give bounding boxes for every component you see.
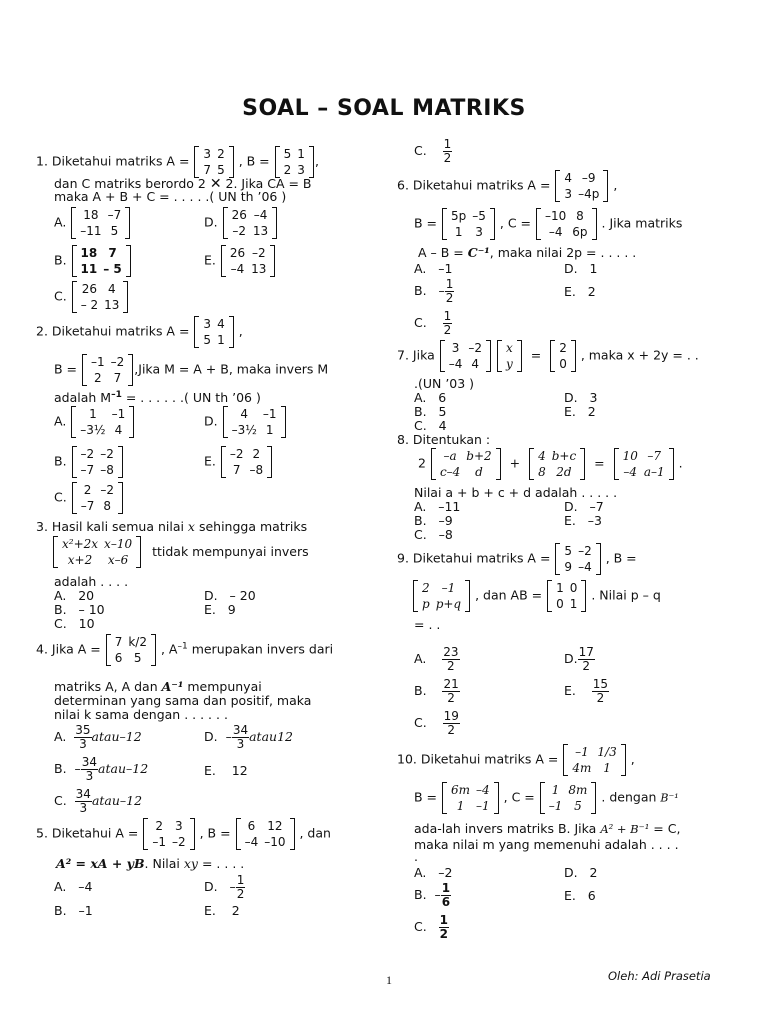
matrix-cell: 4	[107, 282, 116, 296]
matrix-cell: –4	[578, 560, 592, 574]
question-1: 1. Diketahui matriks A = 3 2 7 5 , B = 5 1 2 3 ,	[36, 147, 319, 177]
matrix-cell: 2	[252, 447, 261, 461]
question-4-line2: matriks A, A dan A⁻¹ mempunyai	[54, 679, 262, 694]
matrix-cell: 5	[564, 544, 573, 558]
matrix-cell: 26	[229, 246, 246, 260]
matrix-cell: 1	[603, 761, 611, 775]
option[interactable]: B. –9	[414, 513, 453, 528]
matrix-cell: 6m	[451, 783, 471, 797]
option[interactable]: A. 20	[54, 588, 95, 603]
matrix-a	[143, 818, 194, 850]
matrix-cell: –8	[100, 463, 114, 477]
option[interactable]: E. –2 2 7 –8	[204, 446, 273, 478]
option[interactable]: B. –2 –2 –7 –8	[54, 446, 124, 478]
option[interactable]: C. 26 4 – 2 13	[54, 281, 129, 313]
matrix-cell: 3	[475, 225, 483, 239]
question-7: 7. Jika 3 –2 –4 4 x y = 2 0 , maka x + 2y = . .	[397, 341, 699, 371]
matrix-cell: a–1	[643, 465, 665, 479]
option[interactable]: D. – $\frac{1}{2}$	[204, 873, 245, 901]
matrix-cell: 13	[104, 298, 120, 312]
author-credit: Oleh: Adi Prasetia	[608, 969, 711, 983]
matrix-cell: 5	[133, 651, 142, 665]
matrix-cell: 2	[155, 819, 163, 833]
matrix-a	[106, 634, 156, 666]
matrix-cell: –4	[253, 208, 268, 222]
matrix-cell: –2	[251, 246, 266, 260]
matrix-cell: 6	[114, 651, 123, 665]
question-7-line2: .(UN ’03 )	[414, 376, 475, 391]
matrix-cell: –4	[476, 783, 490, 797]
matrix-cell: 6p	[572, 225, 588, 239]
matrix-cell: 12	[267, 819, 283, 833]
times-symbol: ✕	[209, 176, 222, 192]
matrix-cell: –2	[100, 483, 114, 497]
matrix-cell: 3	[174, 819, 183, 833]
matrix-b	[82, 354, 133, 386]
matrix-cell: –4	[230, 262, 245, 276]
matrix-cell: 4	[240, 407, 249, 421]
matrix-result	[550, 340, 576, 372]
question-6-line3: A – B = C⁻¹, maka nilai 2p = . . . . .	[418, 245, 637, 260]
matrix-cell: – 5	[103, 262, 122, 276]
option[interactable]: B. – $\frac{34}{3}$ atau–12	[54, 755, 149, 783]
matrix-cell: – 2	[80, 298, 99, 312]
option[interactable]: D. – 20	[204, 588, 256, 603]
matrix-cell: k/2	[128, 635, 147, 649]
option[interactable]: C. $\frac{1}{2}$	[414, 913, 448, 941]
matrix-cell: 3	[203, 147, 212, 161]
matrix-cell: –1	[111, 407, 126, 421]
matrix-cell: 26	[231, 208, 247, 222]
question-10-line4: maka nilai m yang memenuhi adalah . . . .	[414, 837, 679, 852]
matrix-a	[563, 744, 625, 776]
matrix-cell: 18	[80, 246, 98, 260]
matrix-b	[442, 782, 499, 814]
matrix-cell: 4	[538, 449, 546, 463]
matrix-b	[442, 208, 495, 240]
option[interactable]: E. 9	[204, 602, 236, 617]
matrix-cell: 5	[574, 799, 582, 813]
option[interactable]: C. $\frac{19}{2}$	[414, 709, 459, 737]
page-title: SOAL – SOAL MATRIKS	[242, 96, 526, 121]
option[interactable]: A. $\frac{23}{2}$	[414, 645, 459, 673]
matrix-cell: –2	[100, 447, 114, 461]
matrix-cell: –10	[264, 835, 286, 849]
option[interactable]: C. 4	[414, 418, 447, 433]
question-10-line3: ada-lah invers matriks B. Jika A² + B⁻¹ = C,	[414, 821, 681, 836]
matrix-cell: 7	[113, 371, 122, 385]
option[interactable]: E. 2	[204, 903, 240, 918]
matrix-cell: 2	[217, 147, 225, 161]
question-9-line3: = . .	[414, 617, 441, 632]
option[interactable]: A. 6	[414, 390, 447, 405]
matrix-cell: 1	[89, 407, 97, 421]
question-10-line2: B = 6m –4 1 –1 , C = 1 8m –1 5 . dengan B⁻¹	[414, 783, 679, 813]
option[interactable]: B. –1	[54, 903, 93, 918]
question-1-line3: maka A + B + C = . . . . .( UN th ’06 )	[54, 189, 287, 204]
matrix-cell: 18	[83, 208, 99, 222]
matrix-cell: 5	[110, 224, 119, 238]
question-4-line4: nilai k sama dengan . . . . . .	[54, 707, 228, 722]
question-9: 9. Diketahui matriks A = 5 –2 9 –4 , B =	[397, 544, 637, 574]
matrix-a	[194, 146, 233, 178]
matrix-cell: 5	[203, 333, 212, 347]
option[interactable]: D. 2	[564, 865, 598, 880]
option[interactable]: B. – $\frac{1}{6}$	[414, 881, 451, 909]
matrix-cell: 2	[283, 163, 292, 177]
matrix-a	[555, 170, 608, 202]
matrix-cell: –9	[581, 171, 596, 185]
option[interactable]: D. $\frac{17}{2}$	[564, 645, 594, 673]
matrix-cell: 5p	[451, 209, 467, 223]
matrix-cell: 8	[103, 499, 111, 513]
option[interactable]: A. 18 –7 –11 5	[54, 207, 131, 239]
matrix-cell: –1	[441, 581, 456, 595]
matrix-cell: 8	[576, 209, 584, 223]
matrix-cell: x²+2x	[62, 537, 99, 551]
matrix-c	[536, 208, 597, 240]
matrix-cell: –3½	[80, 423, 106, 437]
matrix-c	[540, 782, 597, 814]
question-9-line2: 2 –1 p p+q , dan AB = 1 0 0 1 . Nilai p – q	[412, 580, 661, 612]
matrix-xy	[497, 340, 522, 372]
matrix-cell: –4	[448, 357, 463, 371]
option[interactable]: D. 3	[564, 390, 598, 405]
option[interactable]: C. $\frac{1}{2}$	[414, 137, 452, 165]
matrix-cell: 3	[297, 163, 305, 177]
option[interactable]: D. –7	[564, 499, 604, 514]
matrix-cell: 1	[297, 147, 305, 161]
matrix-cell: –11	[80, 224, 102, 238]
matrix-cell: –7	[647, 449, 662, 463]
matrix-cell: 1	[454, 225, 463, 239]
option[interactable]: A. 1 –1 –3½ 4	[54, 406, 135, 438]
matrix-cell: 9	[564, 560, 573, 574]
matrix-ab	[547, 580, 586, 612]
matrix-cell: 5	[283, 147, 292, 161]
matrix-cell: 8	[538, 465, 546, 479]
option[interactable]: E. $\frac{15}{2}$	[564, 677, 609, 705]
matrix-cell: 1/3	[597, 745, 617, 759]
question-3-line3: adalah . . . .	[54, 574, 129, 589]
option[interactable]: C. –8	[414, 527, 453, 542]
option[interactable]: B. $\frac{21}{2}$	[414, 677, 459, 705]
matrix-a	[440, 340, 491, 372]
matrix-cell: 10	[622, 449, 638, 463]
option[interactable]: E. 12	[204, 763, 248, 778]
question-10: 10. Diketahui matriks A = –1 1/3 4m 1 ,	[397, 745, 635, 775]
matrix-cell: 1	[551, 783, 560, 797]
option[interactable]: B. 5	[414, 404, 447, 419]
option[interactable]: E. 26 –2 –4 13	[204, 245, 276, 277]
question-2: 2. Diketahui matriks A = 3 4 5 1 ,	[36, 317, 243, 347]
matrix-cell: 7	[232, 463, 241, 477]
question-6-line2: B = 5p –5 1 3 , C = –10 8 –4 6p . Jika matriks	[414, 209, 683, 239]
question-8: 8. Ditentukan :	[397, 432, 491, 447]
option[interactable]: A. –2	[414, 865, 453, 880]
matrix-cell: 7	[203, 163, 212, 177]
matrix-cell: x–6	[107, 553, 129, 567]
matrix-cell: –2	[171, 835, 186, 849]
matrix-cell: 1	[556, 581, 564, 595]
question-4: 4. Jika A = 7 k/2 6 5 , $A^{-1}$ merupakan invers dari	[36, 635, 334, 665]
matrix-cell: 4	[217, 317, 225, 331]
matrix-cell: 2d	[556, 465, 572, 479]
matrix-a	[555, 543, 600, 575]
matrix-b	[275, 146, 314, 178]
page-number: 1	[386, 973, 392, 987]
option[interactable]: A. –11	[414, 499, 461, 514]
question-6: 6. Diketahui matriks A = 4 –9 3 –4p ,	[397, 171, 618, 201]
option[interactable]: A. –4	[54, 879, 93, 894]
option[interactable]: D. 4 –1 –3½ 1	[204, 406, 287, 438]
question-5: 5. Diketahui A = 2 3 –1 –2 , B = 6 12 –4 –10 , dan	[36, 819, 331, 849]
option[interactable]: D. 26 –4 –2 13	[204, 207, 278, 239]
matrix-cell: 4m	[572, 761, 592, 775]
matrix-cell: 1	[569, 597, 578, 611]
matrix-cell: 13	[251, 262, 267, 276]
matrix-cell: –1	[91, 355, 105, 369]
matrix-cell: –1	[476, 799, 490, 813]
matrix-a	[194, 316, 233, 348]
matrix-cell: 1	[456, 799, 465, 813]
option[interactable]: B. – 10	[54, 602, 105, 617]
matrix-cell: –2	[229, 447, 244, 461]
matrix-cell: p	[422, 597, 430, 611]
option[interactable]: E. 2	[564, 404, 596, 419]
matrix-cell: x+2	[67, 553, 93, 567]
matrix-cell: –5	[472, 209, 486, 223]
matrix-cell: 0	[569, 581, 578, 595]
question-8-equation: 2 –a b+2 c–4 d + 4 b+c 8 2d = 10 –7 –4 a–1 .	[418, 449, 683, 479]
matrix-cell: –1	[548, 799, 563, 813]
matrix-cell: 11	[80, 262, 98, 276]
matrix-cell: b+c	[551, 449, 577, 463]
question-4-line3: determinan yang sama dan positif, maka	[54, 693, 312, 708]
option[interactable]: E. 6	[564, 888, 596, 903]
matrix-cell: 7	[114, 635, 123, 649]
question-10-line5: .	[414, 849, 418, 864]
question-3: 3. Hasil kali semua nilai x sehingga matriks	[36, 519, 308, 534]
option[interactable]: E. –3	[564, 513, 602, 528]
matrix-cell: 13	[252, 224, 269, 238]
option[interactable]: A. –1	[414, 261, 453, 276]
matrix-cell: 2	[559, 341, 567, 355]
question-5-line2: A² = xA + yB. Nilai xy = . . . .	[56, 856, 245, 871]
matrix-cell: –7	[107, 208, 122, 222]
matrix-cell: 0	[556, 597, 564, 611]
matrix-cell: –4	[623, 465, 638, 479]
matrix-cell: 3	[451, 341, 460, 355]
option[interactable]: D. – $\frac{34}{3}$ atau12	[204, 723, 293, 751]
matrix-cell: p+q	[435, 597, 462, 611]
matrix-b	[413, 580, 470, 612]
option[interactable]: A. $\frac{35}{3}$ atau–12	[54, 723, 142, 751]
matrix-cell: –a	[443, 449, 457, 463]
matrix-cell: x	[506, 341, 513, 355]
option[interactable]: C. $\frac{34}{3}$ atau–12	[54, 787, 143, 815]
matrix-cell: 3	[564, 187, 573, 201]
matrix-cell: –1	[152, 835, 166, 849]
matrix-cell: –7	[80, 463, 95, 477]
matrix-cell: –3½	[231, 423, 257, 437]
matrix-cell: –2	[80, 447, 95, 461]
matrix-cell: –2	[468, 341, 483, 355]
matrix-cell: 2	[422, 581, 430, 595]
matrix-cell: b+2	[466, 449, 492, 463]
question-1-line2: dan C matriks berordo 2 ✕ 2. Jika CA = B	[54, 176, 312, 192]
option[interactable]: C. 2 –2 –7 8	[54, 482, 124, 514]
matrix-cell: 4	[471, 357, 480, 371]
matrix-b	[236, 818, 295, 850]
matrix-cell: 4	[564, 171, 573, 185]
matrix-cell: –10	[545, 209, 567, 223]
matrix-cell: 26	[81, 282, 98, 296]
matrix-cell: 1	[217, 333, 225, 347]
matrix-cell: c–4	[439, 465, 461, 479]
matrix-cell: –4p	[578, 187, 600, 201]
matrix-cell: –4	[244, 835, 259, 849]
matrix-cell: –2	[110, 355, 125, 369]
matrix-cell: 2	[83, 483, 92, 497]
matrix-cell: 1	[265, 423, 274, 437]
matrix-cell: y	[506, 357, 513, 371]
option[interactable]: B. – $\frac{1}{2}$	[414, 277, 454, 305]
option[interactable]: C. $\frac{1}{2}$	[414, 309, 452, 337]
matrix-cell: 5	[217, 163, 225, 177]
matrix-cell: 0	[559, 357, 567, 371]
matrix-cell: x–10	[104, 537, 133, 551]
matrix-cell: –2	[232, 224, 247, 238]
matrix-cell: –8	[249, 463, 264, 477]
question-3-matrix: x²+2x x–10 x+2 x–6 ttidak mempunyai invers	[52, 536, 309, 568]
matrix-cell: 8m	[568, 783, 588, 797]
matrix-cell: 3	[203, 317, 212, 331]
option[interactable]: E. 2	[564, 284, 596, 299]
matrix-cell: –1	[262, 407, 277, 421]
option[interactable]: C. 10	[54, 616, 95, 631]
matrix-cell: 7	[108, 246, 117, 260]
matrix-cell: 4	[114, 423, 123, 437]
matrix-cell: –4	[548, 225, 563, 239]
option[interactable]: D. 1	[564, 261, 598, 276]
matrix-cell: d	[475, 465, 483, 479]
matrix-cell: –1	[575, 745, 589, 759]
question-2-line3: adalah $M^{-1}$ = . . . . . .( UN th ’06 )	[54, 390, 261, 406]
question-2-line2: B = –1 –2 2 7 ,Jika M = A + B, maka invers M	[54, 355, 329, 385]
matrix-cell: –7	[80, 499, 95, 513]
question-8-line3: Nilai a + b + c + d adalah . . . . .	[414, 485, 618, 500]
option[interactable]: B. 18 7 11 – 5	[54, 245, 132, 277]
matrix-cell: 6	[247, 819, 256, 833]
matrix-cell: 2	[94, 371, 102, 385]
matrix-cell: –2	[578, 544, 592, 558]
